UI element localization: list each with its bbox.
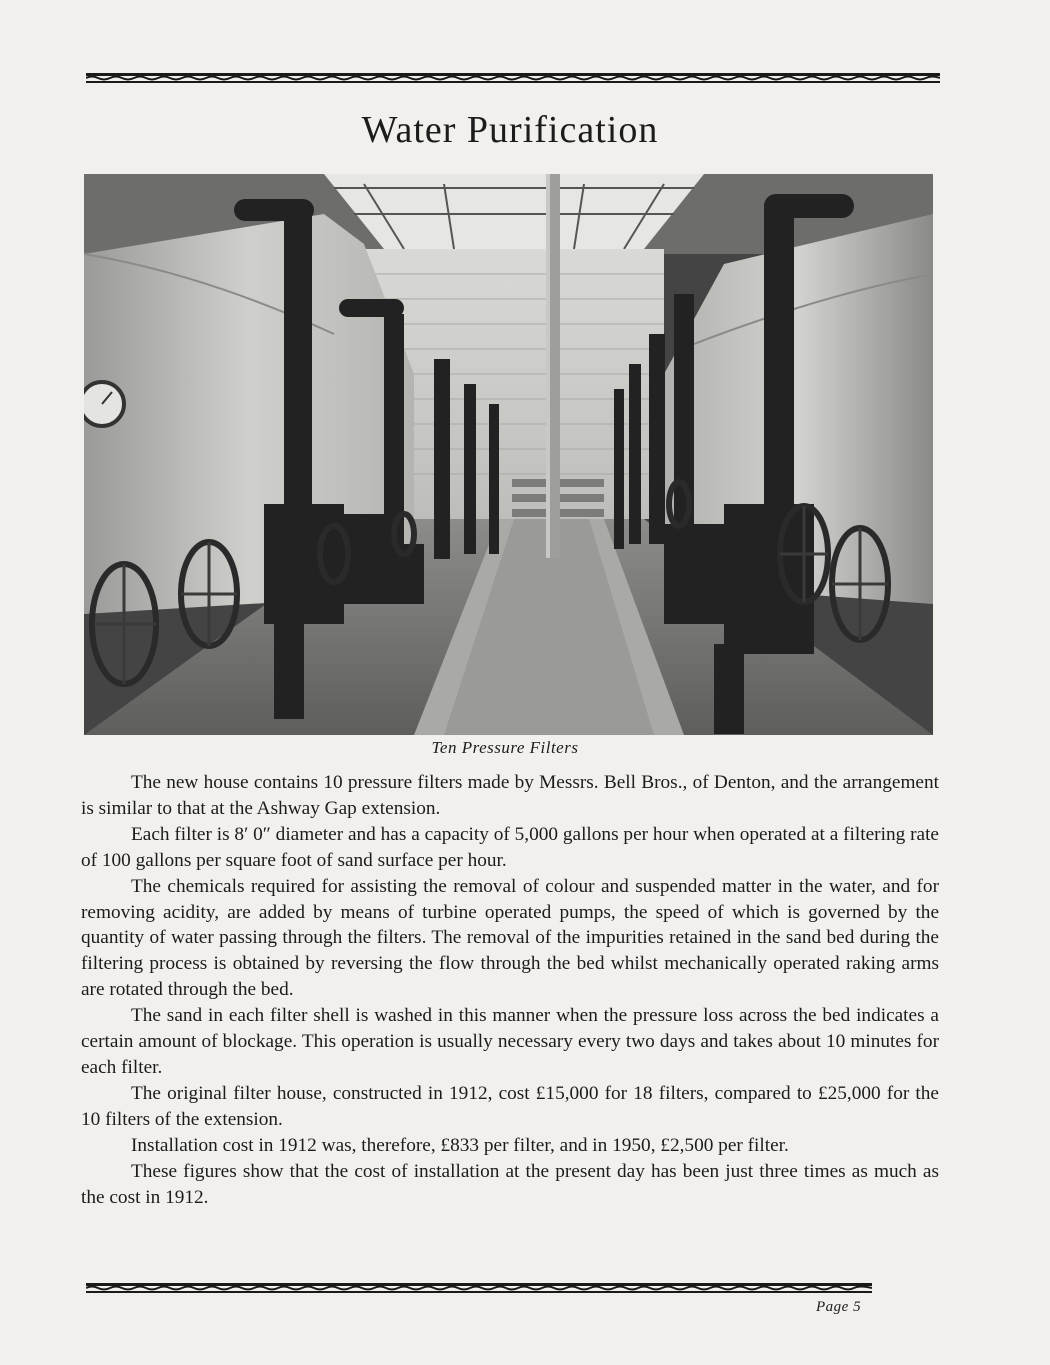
paragraph: The original filter house, constructed in 1912, cost £15,000 for 18 filters, compared to £25,000 for the 10 filters of the extension. bbox=[81, 1082, 939, 1130]
page-title: Water Purification bbox=[361, 109, 659, 151]
paragraph: The sand in each filter shell is washed in this manner when the pressure loss across the bed indicates a certain amount of blockage. This operation is usually necessary every two days and takes about 10 minutes for each filter. bbox=[81, 1005, 939, 1078]
top-decorative-rule bbox=[86, 72, 940, 84]
bottom-decorative-rule bbox=[86, 1282, 872, 1294]
paragraph: The new house contains 10 pressure filters made by Messrs. Bell Bros., of Denton, and the arrangement is similar to that at the Ashway Gap extension. bbox=[81, 772, 939, 819]
paragraph: The chemicals required for assisting the removal of colour and suspended matter in the water, and for removing acidity, are added by means of turbine operated pumps, the speed of which is governed by the quantity of water passing through the filters. The removal of the impurities retained in the sand bed during the filtering process is obtained by reversing the flow through the bed whilst mechanically operated raking arms are rotated through the bed. bbox=[81, 875, 939, 1001]
paragraph: These figures show that the cost of installation at the present day has been just three times as much as the cost in 1912. bbox=[81, 1160, 939, 1208]
paragraph: Each filter is 8′ 0″ diameter and has a capacity of 5,000 gallons per hour when operated at a filtering rate of 100 gallons per square foot of sand surface per hour. bbox=[81, 823, 939, 871]
body-text bbox=[81, 770, 939, 1210]
filter-house-photo bbox=[84, 174, 933, 735]
photo-caption: Ten Pressure Filters bbox=[431, 738, 579, 757]
page-number: Page 5 bbox=[816, 1299, 862, 1315]
paragraph: Installation cost in 1912 was, therefore, £833 per filter, and in 1950, £2,500 per filter. bbox=[131, 1134, 789, 1156]
